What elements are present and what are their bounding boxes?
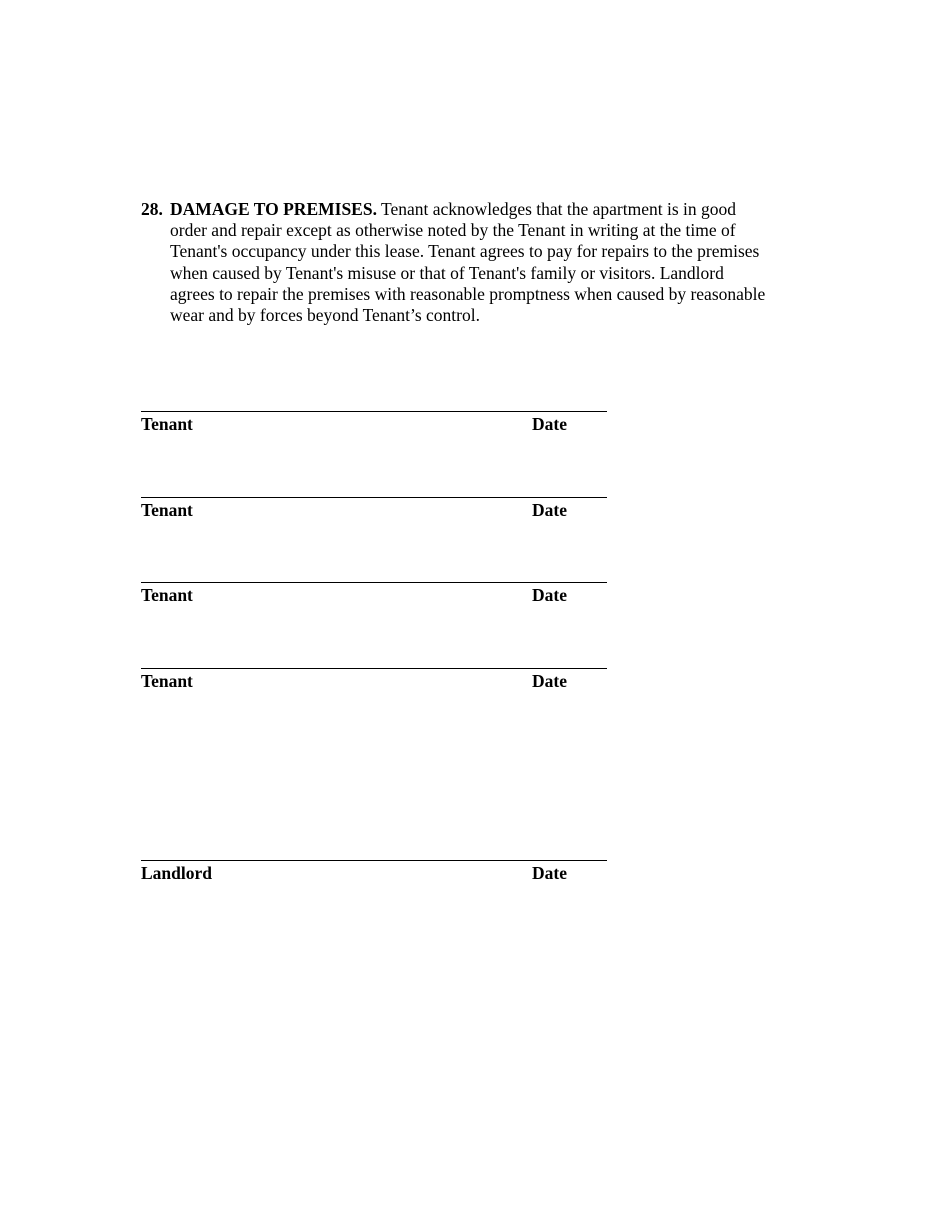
signature-block-tenant-1 [141,411,607,451]
signature-line[interactable] [141,860,607,861]
clause-line-3: Tenant's occupancy under this lease. Tenant agrees to pay for repairs to the premises [170,241,760,262]
signature-line[interactable] [141,582,607,583]
signature-block-tenant-2 [141,497,607,537]
clause-line-2: order and repair except as otherwise noted by the Tenant in writing at the time of [170,220,736,241]
signature-line[interactable] [141,497,607,498]
clause-line-5: agrees to repair the premises with reasonable promptness when caused by reasonable [170,283,766,304]
signature-date-label: Date [532,414,567,434]
clause-text: Tenant acknowledges that the apartment is in good [376,199,737,219]
clause-title: DAMAGE TO PREMISES. [170,199,377,219]
clause-number: 28. [141,199,163,219]
signature-date-label: Date [532,671,567,691]
signature-block-landlord [141,860,607,900]
clause-body [170,199,820,326]
signature-party-label: Tenant [141,500,193,520]
signature-date-label: Date [532,585,567,605]
signature-date-label: Date [532,863,567,883]
signature-line[interactable] [141,411,607,412]
signature-party-label: Tenant [141,414,193,434]
signature-block-tenant-3 [141,582,607,622]
signature-line[interactable] [141,668,607,669]
damage-to-premises-clause [141,199,821,326]
signature-party-label: Tenant [141,671,193,691]
signature-party-label: Landlord [141,863,212,883]
clause-line-4: when caused by Tenant's misuse or that of Tenant's family or visitors. Landlord [170,262,724,283]
signature-party-label: Tenant [141,585,193,605]
signature-date-label: Date [532,500,567,520]
clause-line-6: wear and by forces beyond Tenant’s control. [170,305,480,326]
clause-line-1 [170,199,820,220]
signature-block-tenant-4 [141,668,607,708]
